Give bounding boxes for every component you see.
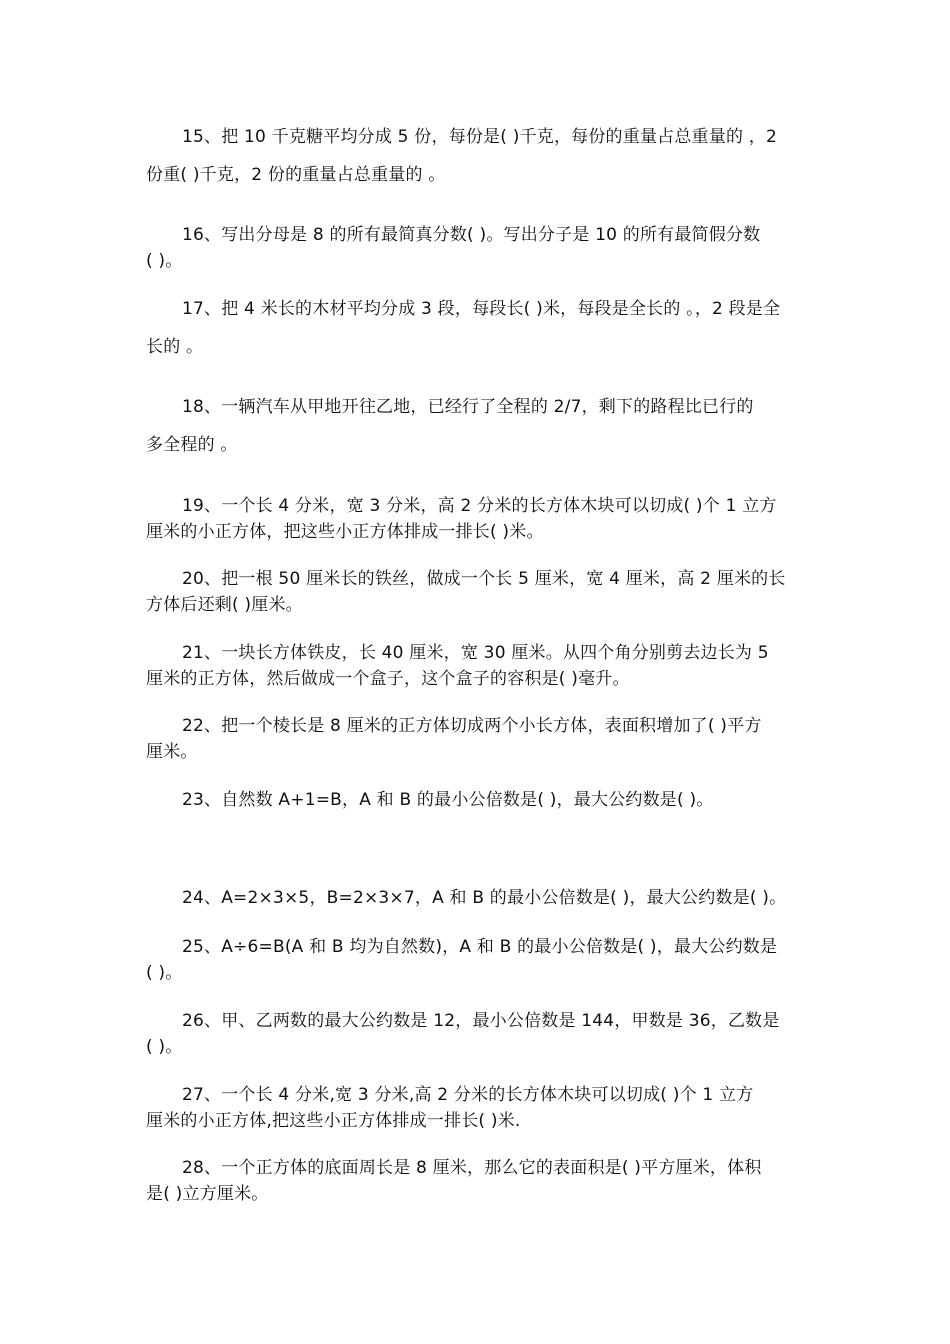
- question-text-line: 多全程的 。: [146, 435, 238, 455]
- question-20: [146, 566, 808, 618]
- question-18: [146, 388, 808, 464]
- question-text-line: 21、一块长方体铁皮，长 40 厘米，宽 30 厘米。从四个角分别剪去边长为 5: [182, 643, 769, 663]
- question-text-line: 厘米的小正方体,把这些小正方体排成一排长( )米.: [146, 1111, 521, 1131]
- question-text-line: 19、一个长 4 分米，宽 3 分米，高 2 分米的长方体木块可以切成( )个 1 立方: [182, 496, 777, 516]
- question-27: [146, 1082, 808, 1134]
- question-text-line: 28、一个正方体的底面周长是 8 厘米，那么它的表面积是( )平方厘米，体积: [182, 1158, 762, 1178]
- question-text-line: ( )。: [146, 251, 183, 271]
- question-text-line: 20、把一根 50 厘米长的铁丝，做成一个长 5 厘米，宽 4 厘米，高 2 厘米的长: [182, 569, 786, 589]
- question-text-line: 27、一个长 4 分米,宽 3 分米,高 2 分米的长方体木块可以切成( )个 1 立方: [182, 1085, 754, 1105]
- question-17: [146, 290, 808, 366]
- question-text-line: 23、自然数 A+1=B，A 和 B 的最小公倍数是( )，最大公约数是( )。: [182, 790, 714, 810]
- question-21: [146, 640, 808, 692]
- question-16: [146, 222, 808, 274]
- question-22: [146, 713, 808, 765]
- question-text-line: 25、A÷6=B(A 和 B 均为自然数)，A 和 B 的最小公倍数是( )，最大公约数是: [182, 937, 778, 957]
- question-text-line: 厘米的正方体，然后做成一个盒子，这个盒子的容积是( )毫升。: [146, 669, 630, 689]
- question-text-line: 18、一辆汽车从甲地开往乙地，已经行了全程的 2/7，剩下的路程比已行的: [182, 397, 754, 417]
- question-text-line: 是( )立方厘米。: [146, 1184, 269, 1204]
- question-28: [146, 1155, 808, 1207]
- question-15: [146, 118, 808, 194]
- question-text-line: 22、把一个棱长是 8 厘米的正方体切成两个小长方体，表面积增加了( )平方: [182, 716, 762, 736]
- question-text-line: ( )。: [146, 963, 183, 983]
- question-text-line: 厘米的小正方体，把这些小正方体排成一排长( )米。: [146, 522, 544, 542]
- question-23: [146, 787, 808, 813]
- question-text-line: 份重( )千克，2 份的重量占总重量的 。: [146, 165, 446, 185]
- question-text-line: 15、把 10 千克糖平均分成 5 份，每份是( )千克，每份的重量占总重量的 ，2: [182, 127, 777, 147]
- question-text-line: 方体后还剩( )厘米。: [146, 595, 303, 615]
- question-text-line: 长的 。: [146, 337, 204, 357]
- question-text-line: 17、把 4 米长的木材平均分成 3 段，每段长( )米，每段是全长的 。，2 段是全: [182, 299, 781, 319]
- question-text-line: 16、写出分母是 8 的所有最简真分数( )。写出分子是 10 的所有最简假分数: [182, 225, 761, 245]
- question-text-line: 24、A=2×3×5，B=2×3×7，A 和 B 的最小公倍数是( )，最大公约数是( )。: [182, 888, 787, 908]
- question-19: [146, 493, 808, 545]
- question-24: [146, 885, 808, 911]
- question-25: [146, 934, 808, 986]
- question-text-line: 厘米。: [146, 742, 198, 762]
- question-text-line: 26、甲、乙两数的最大公约数是 12，最小公倍数是 144，甲数是 36，乙数是: [182, 1011, 780, 1031]
- question-26: [146, 1008, 808, 1060]
- question-text-line: ( )。: [146, 1037, 183, 1057]
